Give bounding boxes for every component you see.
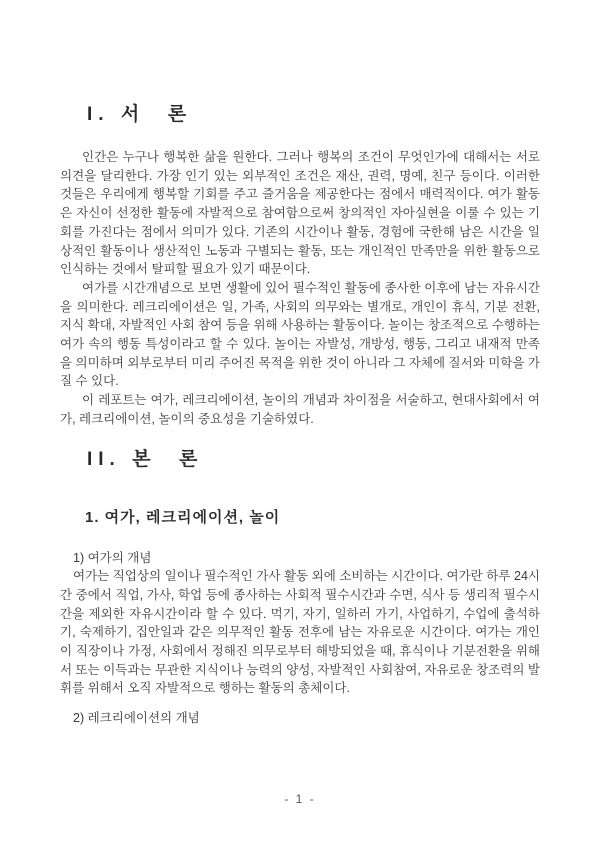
page-number: - 1 - bbox=[284, 792, 316, 806]
section-1-title: 1. 여가, 레크리에이션, 놀이 bbox=[85, 508, 281, 526]
intro-paragraph-1: 인간은 누구나 행복한 삶을 원한다. 그러나 행복의 조건이 무엇인가에 대해서는 서로 의견을 달리한다. 가장 인기 있는 외부적인 조건은 재산, 권력, 명예, 친구 등이다. 이러한 것들은 우리에게 행복할 기회를 주고 즐거움을 제공한다는 점에서 매력적이다. 여가 활동은 자신이 선정한 활동에 자발적으로 참여함으로써 창의적인 자아실현을 이룰 수 있는 기회를 가진다는 점에서 의미가 있다. 기존의 시간이나 활동, 경험에 국한해 남은 시간을 일상적인 활동이나 생산적인 노동과 구별되는 활동, 또는 개인적인 만족만을 위한 활동으로 인식하는 것에서 탈피할 필요가 있기 때문이다. bbox=[60, 150, 540, 277]
intro-paragraph-3: 이 레포트는 여가, 레크리에이션, 놀이의 개념과 차이점을 서술하고, 현대사회에서 여가, 레크리에이션, 놀이의 중요성을 기술하였다. bbox=[60, 393, 540, 426]
subsection-1-1-title: 1) 여가의 개념 bbox=[73, 550, 152, 565]
subsection-1-2-title: 2) 레크리에이션의 개념 bbox=[73, 711, 200, 726]
intro-heading: I. 서 론 bbox=[87, 104, 193, 125]
intro-paragraph-2: 여가를 시간개념으로 보면 생활에 있어 필수적인 활동에 종사한 이후에 남는 자유시간을 의미한다. 레크리에이션은 일, 가족, 사회의 의무와는 별개로, 개인이 휴식, 기분 전환, 지식 확대, 자발적인 사회 참여 등을 위해 사용하는 활동이다. 놀이는 창조적으로 수행하는 여가 속의 행동 특성이라고 할 수 있다. 놀이는 자발성, 개방성, 행동, 그리고 내재적 만족을 의미하며 외부로부터 미리 주어진 목적을 위한 것이 아니라 그 자체에 질서와 미학을 가질 수 있다. bbox=[60, 280, 540, 389]
main-heading: II. 본 론 bbox=[87, 448, 204, 470]
subsection-1-1-paragraph: 여가는 직업상의 일이나 필수적인 가사 활동 외에 소비하는 시간이다. 여가란 하루 24시간 중에서 직업, 가사, 학업 등에 종사하는 사회적 필수시간과 수면, 식사 등 생리적 필수시간을 제외한 자유시간이라 할 수 있다. 먹기, 자기, 일하러 가기, 사업하기, 수업에 출석하기, 숙제하기, 집안일과 같은 의무적인 활동 전후에 남는 자유로운 시간이다. 여가는 개인이 직장이나 가정, 사회에서 정해진 의무로부터 해방되었을 때, 휴식이나 기분전환을 위해서 또는 이득과는 무관한 지식이나 능력의 양성, 자발적인 사회참여, 자유로운 창조력의 발휘를 위해서 오직 자발적으로 행하는 활동의 총체이다. bbox=[60, 569, 540, 696]
